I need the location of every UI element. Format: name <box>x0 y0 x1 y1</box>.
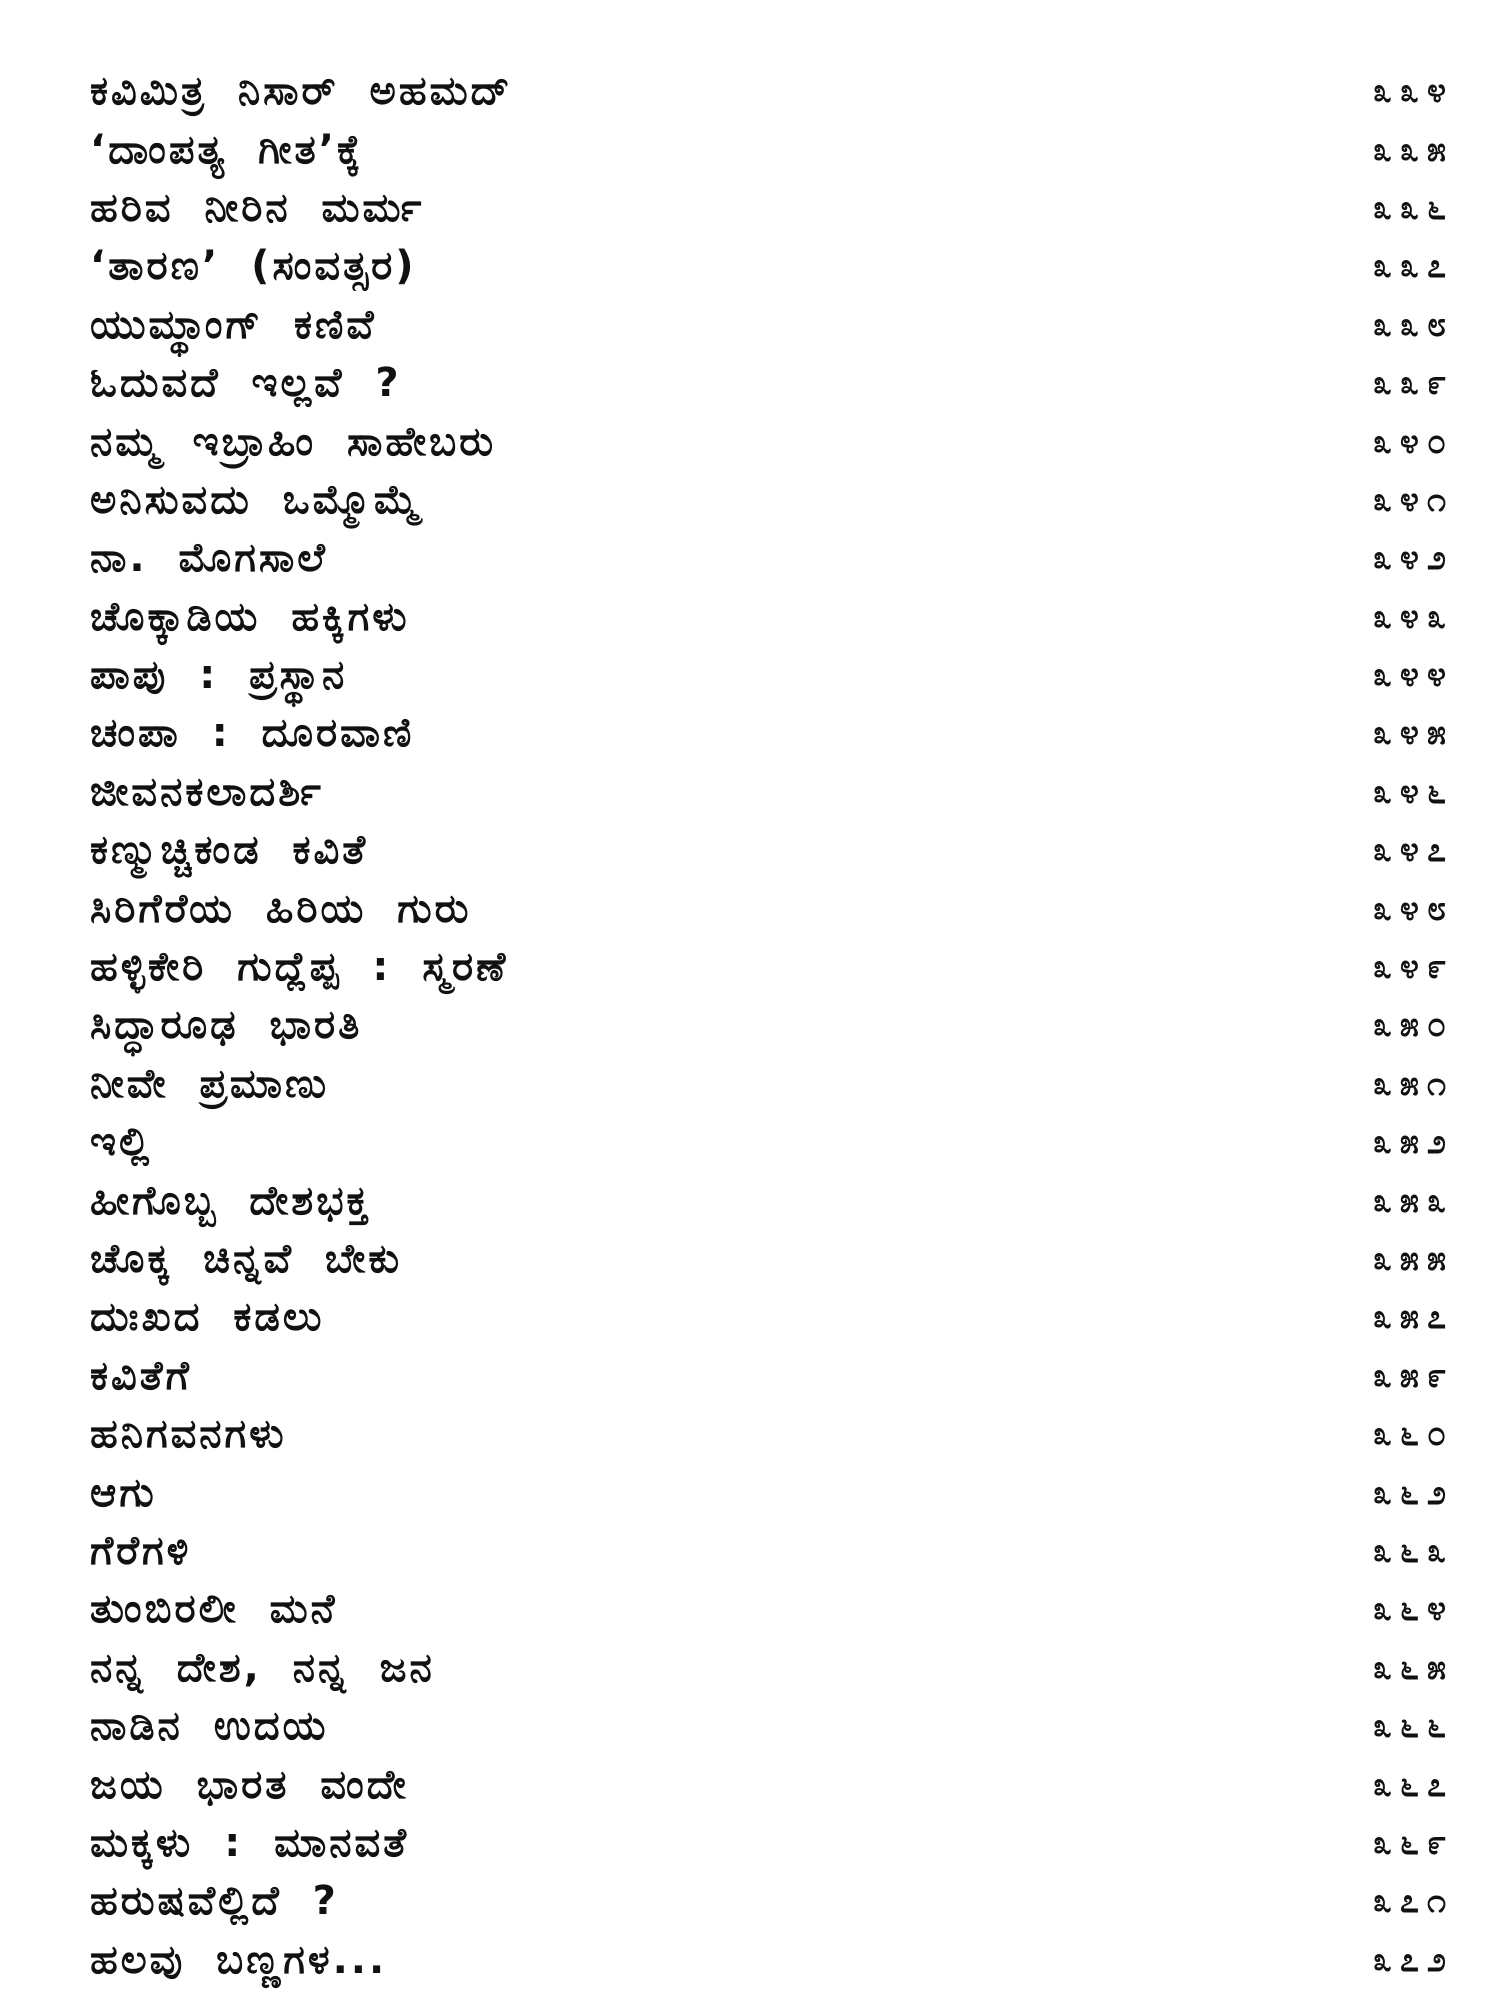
toc-entry-title: ತುಂಬಿರಲೀ ಮನೆ <box>90 1586 338 1633</box>
toc-entry-page-number: ೩೪೪ <box>1372 655 1454 696</box>
toc-entry-page-number: ೩೬೨ <box>1372 1472 1454 1513</box>
toc-entry-page-number: ೩೪೭ <box>1372 830 1454 871</box>
toc-entry <box>90 938 1460 996</box>
toc-entry-page-number: ೩೩೯ <box>1372 363 1454 404</box>
toc-entry-title: ಹರುಷವೆಲ್ಲಿದೆ ? <box>90 1878 339 1925</box>
toc-entry-title: ಸಿರಿಗೆರೆಯ ಹಿರಿಯ ಗುರು <box>90 885 472 932</box>
toc-entry <box>90 471 1460 529</box>
toc-entry-title: ಹರಿವ ನೀರಿನ ಮರ್ಮ <box>90 184 425 231</box>
toc-entry-page-number: ೩೩೫ <box>1372 129 1454 170</box>
toc-entry-page-number: ೩೩೮ <box>1372 304 1454 345</box>
toc-entry <box>90 821 1460 879</box>
toc-entry-page-number: ೩೬೯ <box>1372 1822 1454 1863</box>
toc-entry-page-number: ೩೭೧ <box>1372 1881 1454 1922</box>
toc-entry <box>90 879 1460 937</box>
toc-entry-title: ಇಲ್ಲಿ <box>90 1119 153 1166</box>
toc-entry-title: ನಾಡಿನ ಉದಯ <box>90 1703 329 1750</box>
toc-entry <box>90 1755 1460 1813</box>
toc-entry-page-number: ೩೬೩ <box>1372 1530 1454 1571</box>
toc-entry <box>90 296 1460 354</box>
toc-entry-page-number: ೩೬೬ <box>1372 1706 1454 1747</box>
toc-entry <box>90 1580 1460 1638</box>
toc-entry-title: ಹೀಗೊಬ್ಬ ದೇಶಭಕ್ತ <box>90 1177 371 1224</box>
toc-entry <box>90 1055 1460 1113</box>
toc-entry-page-number: ೩೩೬ <box>1372 187 1454 228</box>
toc-entry-page-number: ೩೬೭ <box>1372 1764 1454 1805</box>
toc-entry-page-number: ೩೫೯ <box>1372 1355 1454 1396</box>
toc-entry <box>90 120 1460 178</box>
toc-entry <box>90 1463 1460 1521</box>
toc-entry <box>90 1288 1460 1346</box>
toc-entry-title: ಓದುವದೆ ಇಲ್ಲವೆ ? <box>90 360 402 407</box>
toc-entry-page-number: ೩೫೭ <box>1372 1297 1454 1338</box>
toc-entry-title: ಕವಿತೆಗೆ <box>90 1352 192 1399</box>
toc-entry-page-number: ೩೫೩ <box>1372 1180 1454 1221</box>
toc-entry <box>90 1814 1460 1872</box>
toc-entry-title: ನನ್ನ ದೇಶ, ನನ್ನ ಜನ <box>90 1644 435 1691</box>
toc-entry-title: ‘ದಾಂಪತ್ಯ ಗೀತ’ಕ್ಕೆ <box>90 126 364 173</box>
toc-entry-title: ಚಂಪಾ : ದೂರವಾಣಿ <box>90 710 415 757</box>
toc-entry-title: ಜೀವನಕಲಾದರ್ಶಿ <box>90 768 324 815</box>
toc-entry-page-number: ೩೪೫ <box>1372 713 1454 754</box>
toc-entry-page-number: ೩೪೩ <box>1372 596 1454 637</box>
toc-entry-title: ನೀವೇ ಪ್ರಮಾಣು <box>90 1060 330 1107</box>
toc-entry-page-number: ೩೫೨ <box>1372 1122 1454 1163</box>
toc-entry-title: ಚೊಕ್ಕ ಚಿನ್ನವೆ ಬೇಕು <box>90 1236 403 1282</box>
toc-entry-title: ಆಗು <box>90 1469 157 1516</box>
toc-entry-title: ಅನಿಸುವದು ಒಮ್ಮೊಮ್ಮೆ <box>90 476 422 523</box>
toc-entry <box>90 1522 1460 1580</box>
toc-entry-title: ಕಣ್ಮುಚ್ಚಿಕಂಡ ಕವಿತೆ <box>90 827 369 874</box>
toc-entry <box>90 646 1460 704</box>
toc-entry <box>90 704 1460 762</box>
toc-entry-title: ಹನಿಗವನಗಳು <box>90 1411 287 1458</box>
toc-entry <box>90 588 1460 646</box>
toc-entry-page-number: ೩೬೪ <box>1372 1589 1454 1630</box>
toc-entry <box>90 1872 1460 1930</box>
toc-entry <box>90 1405 1460 1463</box>
toc-entry <box>90 354 1460 412</box>
toc-entry <box>90 412 1460 470</box>
toc-entry-title: ಹಲವು ಬಣ್ಣಗಳ... <box>90 1936 388 1983</box>
toc-entry-title: ಪಾಪು : ಪ್ರಸ್ಥಾನ <box>90 652 348 699</box>
toc-entry-page-number: ೩೩೭ <box>1372 246 1454 287</box>
toc-entry-title: ದುಃಖದ ಕಡಲು <box>90 1294 325 1341</box>
toc-entry-page-number: ೩೪೬ <box>1372 771 1454 812</box>
toc-entry <box>90 1347 1460 1405</box>
toc-entry-page-number: ೩೪೮ <box>1372 888 1454 929</box>
toc-entry-title: ಯುಮ್ಥಾಂಗ್ ಕಣಿವೆ <box>90 301 377 348</box>
toc-entry-title: ಚೊಕ್ಕಾಡಿಯ ಹಕ್ಕಿಗಳು <box>90 593 410 640</box>
toc-entry-page-number: ೩೪೨ <box>1372 538 1454 579</box>
table-of-contents <box>90 62 1460 1989</box>
toc-entry-page-number: ೩೩೪ <box>1372 71 1454 112</box>
toc-entry-page-number: ೩೬೫ <box>1372 1647 1454 1688</box>
toc-entry <box>90 1171 1460 1229</box>
toc-entry <box>90 237 1460 295</box>
toc-entry-page-number: ೩೫೦ <box>1372 1005 1454 1046</box>
toc-entry-title: ನಮ್ಮ ಇಬ್ರಾಹಿಂ ಸಾಹೇಬರು <box>90 418 497 465</box>
toc-entry-title: ಗೆರೆಗಳಿ <box>90 1527 192 1574</box>
toc-entry <box>90 1697 1460 1755</box>
toc-entry <box>90 1931 1460 1989</box>
toc-entry-page-number: ೩೪೯ <box>1372 947 1454 988</box>
toc-entry-title: ನಾ. ಮೊಗಸಾಲೆ <box>90 535 328 582</box>
toc-entry <box>90 529 1460 587</box>
toc-entry <box>90 1113 1460 1171</box>
toc-entry <box>90 1230 1460 1288</box>
toc-entry-page-number: ೩೪೧ <box>1372 479 1454 520</box>
toc-entry <box>90 62 1460 120</box>
toc-entry <box>90 179 1460 237</box>
toc-entry-title: ಹಳ್ಳಿಕೇರಿ ಗುದ್ಲೆಪ್ಪ : ಸ್ಮರಣೆ <box>90 944 509 991</box>
toc-entry-title: ಕವಿಮಿತ್ರ ನಿಸಾರ್ ಅಹಮದ್ <box>90 68 513 115</box>
toc-entry-title: ‘ತಾರಣ’ (ಸಂವತ್ಸರ) <box>90 243 417 290</box>
toc-entry-page-number: ೩೬೦ <box>1372 1414 1454 1455</box>
toc-entry-page-number: ೩೭೨ <box>1372 1939 1454 1980</box>
toc-entry <box>90 996 1460 1054</box>
toc-entry-title: ಮಕ್ಕಳು : ಮಾನವತೆ <box>90 1819 410 1866</box>
toc-entry <box>90 1639 1460 1697</box>
toc-entry-title: ಸಿದ್ಧಾರೂಢ ಭಾರತಿ <box>90 1002 363 1049</box>
toc-entry-page-number: ೩೫೧ <box>1372 1063 1454 1104</box>
toc-entry <box>90 763 1460 821</box>
toc-entry-page-number: ೩೪೦ <box>1372 421 1454 462</box>
toc-entry-title: ಜಯ ಭಾರತ ವಂದೇ <box>90 1761 409 1808</box>
toc-entry-page-number: ೩೫೫ <box>1372 1239 1454 1279</box>
